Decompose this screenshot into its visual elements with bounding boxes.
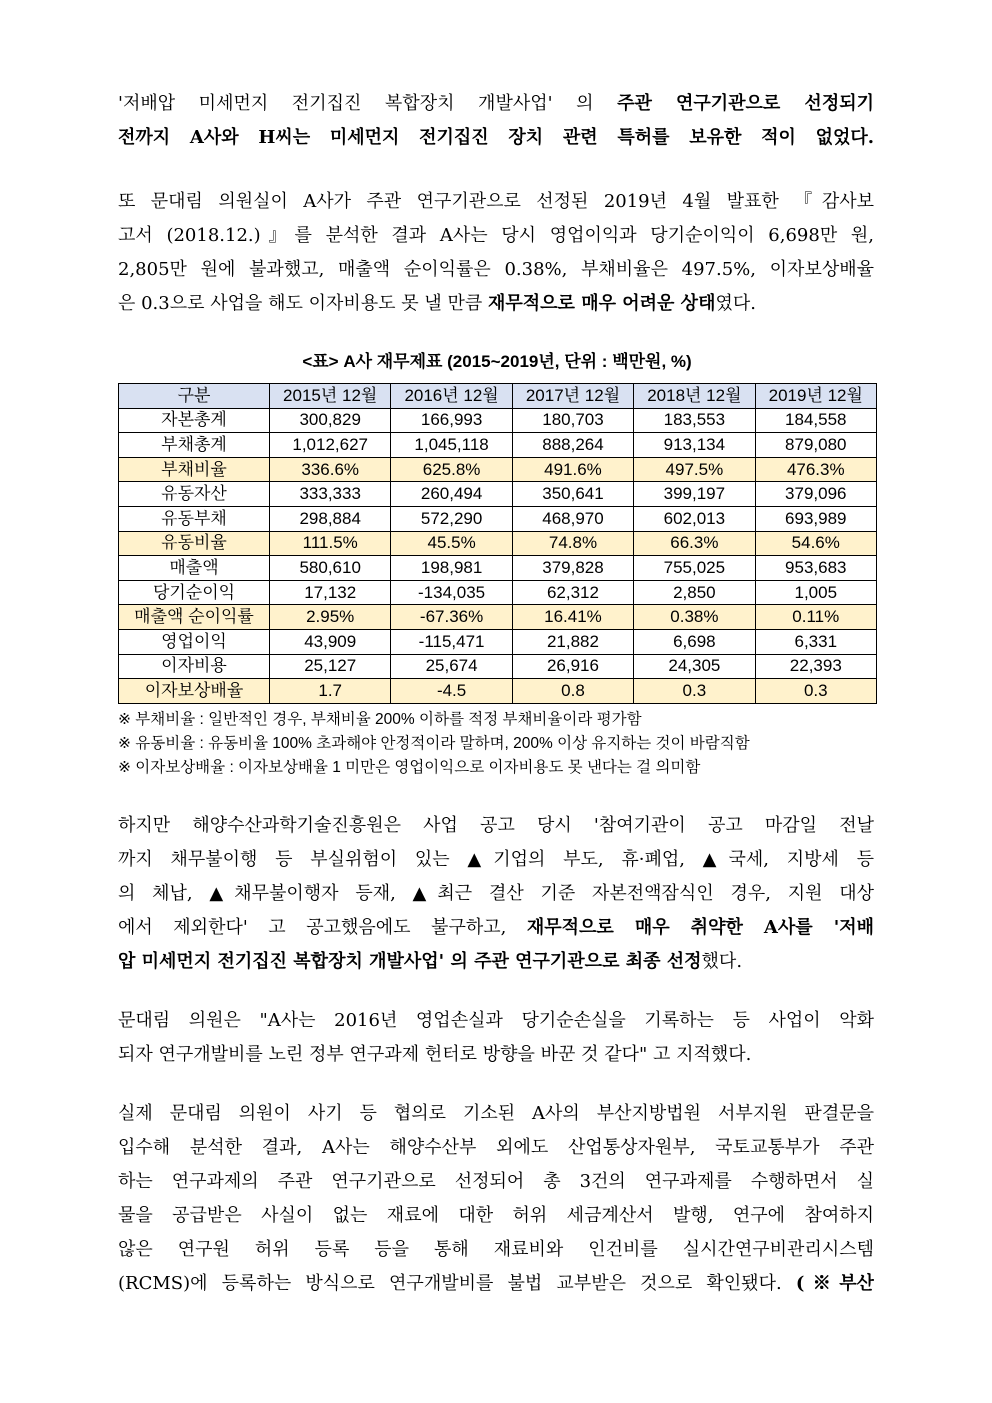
table-cell: 62,312	[512, 580, 633, 605]
text-line	[118, 287, 874, 321]
text-line	[118, 87, 874, 121]
table-cell: 1.7	[270, 679, 391, 704]
row-label: 부채총계	[119, 433, 270, 458]
text: 문대림 의원은 "A사는 2016년 영업손실과 당기순손실을 기록하는 등 사업이 악화	[118, 1010, 874, 1031]
row-label: 유동부채	[119, 506, 270, 531]
table-cell: 379,828	[512, 556, 633, 581]
bold-text: 주관 연구기관으로 선정되기	[617, 93, 874, 114]
bold-text: (※부산	[795, 1273, 874, 1294]
table-cell: 0.3	[634, 679, 755, 704]
table-cell: 350,641	[512, 482, 633, 507]
text: 의 체납, ▲채무불이행자 등재, ▲최근 결산 기준 자본전액잠식인 경우, 지원 대상	[118, 883, 874, 904]
text: '저배압 미세먼지 전기집진 복합장치 개발사업' 의	[118, 93, 618, 114]
row-label: 유동비율	[119, 531, 270, 556]
table-caption: <표> A사 재무제표 (2015~2019년, 단위 : 백만원, %)	[302, 352, 692, 371]
text-line	[118, 1097, 874, 1131]
table-row	[119, 654, 877, 679]
text-line	[118, 1038, 874, 1072]
text-line	[118, 219, 874, 253]
table-cell: -115,471	[391, 629, 512, 654]
text: 까지 채무불이행 등 부실위험이 있는 ▲기업의 부도, 휴·폐업, ▲국세, 지방세 등	[118, 849, 874, 870]
paragraph-announcement	[118, 809, 874, 979]
table-cell: 26,916	[512, 654, 633, 679]
note-interest-coverage: ※ 이자보상배율 : 이자보상배율 1 미만은 영업이익으로 이자비용도 못 낸다는 걸 의미함	[118, 759, 701, 776]
table-cell: 24,305	[634, 654, 755, 679]
table-cell: 25,127	[270, 654, 391, 679]
table-notes	[118, 708, 750, 780]
table-cell: -4.5	[391, 679, 512, 704]
table-row	[119, 531, 877, 556]
table-cell: 491.6%	[512, 457, 633, 482]
table-cell: 625.8%	[391, 457, 512, 482]
table-cell: -134,035	[391, 580, 512, 605]
table-cell: 580,610	[270, 556, 391, 581]
column-header: 구분	[119, 384, 270, 409]
table-cell: 74.8%	[512, 531, 633, 556]
table-row	[119, 556, 877, 581]
column-header: 2016년 12월	[391, 384, 512, 409]
table-cell: 43,909	[270, 629, 391, 654]
text-line	[118, 1233, 874, 1267]
text-line	[118, 911, 874, 945]
financial-table	[118, 383, 877, 704]
table-cell: 399,197	[634, 482, 755, 507]
table-row	[119, 408, 877, 433]
text-line	[118, 1131, 874, 1165]
table-cell: 0.38%	[634, 605, 755, 630]
table-cell: 0.8	[512, 679, 633, 704]
text: 않은 연구원 허위 등록 등을 통해 재료비와 인건비를 실시간연구비관리시스템	[118, 1239, 874, 1260]
table-cell: 602,013	[634, 506, 755, 531]
text: 였다.	[715, 293, 756, 314]
table-row	[119, 679, 877, 704]
table-cell: 166,993	[391, 408, 512, 433]
bold-text: 재무적으로 매우 어려운 상태	[488, 293, 716, 314]
table-cell: 2.95%	[270, 605, 391, 630]
text-line	[118, 1267, 874, 1301]
table-cell: 183,553	[634, 408, 755, 433]
text-line	[118, 253, 874, 287]
text-line	[118, 185, 874, 219]
table-cell: 16.41%	[512, 605, 633, 630]
column-header: 2015년 12월	[270, 384, 391, 409]
column-header: 2017년 12월	[512, 384, 633, 409]
text-line	[118, 1165, 874, 1199]
table-cell: -67.36%	[391, 605, 512, 630]
bold-text: 전까지 A사와 H씨는 미세먼지 전기집진 장치 관련 특허를 보유한 적이 없었다.	[118, 127, 874, 148]
table-cell: 336.6%	[270, 457, 391, 482]
table-cell: 22,393	[755, 654, 876, 679]
table-cell: 260,494	[391, 482, 512, 507]
table-cell: 6,331	[755, 629, 876, 654]
text-line	[118, 877, 874, 911]
table-cell: 2,850	[634, 580, 755, 605]
table-cell: 66.3%	[634, 531, 755, 556]
column-header: 2018년 12월	[634, 384, 755, 409]
table-cell: 180,703	[512, 408, 633, 433]
paragraph-verdict	[118, 1097, 874, 1301]
text-line	[118, 1004, 874, 1038]
table-row	[119, 457, 877, 482]
text: 고서 (2018.12.)』를 분석한 결과 A사는 당시 영업이익과 당기순이익이 6,698만 원,	[118, 225, 874, 246]
row-label: 매출액	[119, 556, 270, 581]
table-cell: 198,981	[391, 556, 512, 581]
table-cell: 21,882	[512, 629, 633, 654]
table-cell: 111.5%	[270, 531, 391, 556]
table-header-row	[119, 384, 877, 409]
row-label: 영업이익	[119, 629, 270, 654]
text: 하는 연구과제의 주관 연구기관으로 선정되어 총 3건의 연구과제를 수행하면서 실	[118, 1171, 874, 1192]
table-cell: 333,333	[270, 482, 391, 507]
table-cell: 17,132	[270, 580, 391, 605]
text-line	[118, 1199, 874, 1233]
paragraph-audit	[118, 185, 874, 321]
table-cell: 54.6%	[755, 531, 876, 556]
table-cell: 693,989	[755, 506, 876, 531]
table-row	[119, 433, 877, 458]
table-cell: 755,025	[634, 556, 755, 581]
row-label: 부채비율	[119, 457, 270, 482]
table-cell: 300,829	[270, 408, 391, 433]
table-row	[119, 506, 877, 531]
table-cell: 572,290	[391, 506, 512, 531]
table-cell: 298,884	[270, 506, 391, 531]
table-cell: 25,674	[391, 654, 512, 679]
text: 2,805만 원에 불과했고, 매출액 순이익률은 0.38%, 부채비율은 497.5%, 이자보상배율	[118, 259, 874, 280]
text: 에서 제외한다' 고 공고했음에도 불구하고,	[118, 917, 527, 938]
row-label: 매출액 순이익률	[119, 605, 270, 630]
note-debt-ratio: ※ 부채비율 : 일반적인 경우, 부채비율 200% 이하를 적정 부채비율이라 평가함	[118, 711, 642, 728]
row-label: 유동자산	[119, 482, 270, 507]
text: 입수해 분석한 결과, A사는 해양수산부 외에도 산업통상자원부, 국토교통부가 주관	[118, 1137, 874, 1158]
column-header: 2019년 12월	[755, 384, 876, 409]
text: 했다.	[701, 951, 743, 972]
text: (RCMS)에 등록하는 방식으로 연구개발비를 불법 교부받은 것으로 확인됐다.	[118, 1273, 796, 1294]
table-row	[119, 580, 877, 605]
table-cell: 497.5%	[634, 457, 755, 482]
text-line	[118, 809, 874, 843]
table-row	[119, 605, 877, 630]
text: 또 문대림 의원실이 A사가 주관 연구기관으로 선정된 2019년 4월 발표한 『감사보	[118, 191, 874, 212]
table-cell: 379,096	[755, 482, 876, 507]
text-line	[118, 843, 874, 877]
row-label: 이자보상배율	[119, 679, 270, 704]
text: 물을 공급받은 사실이 없는 재료에 대한 허위 세금계산서 발행, 연구에 참여하지	[118, 1205, 874, 1226]
table-cell: 1,045,118	[391, 433, 512, 458]
text: 실제 문대림 의원이 사기 등 협의로 기소된 A사의 부산지방법원 서부지원 판결문을	[118, 1103, 874, 1124]
table-cell: 879,080	[755, 433, 876, 458]
text-line	[118, 121, 874, 155]
text: 되자 연구개발비를 노린 정부 연구과제 헌터로 방향을 바꾼 것 같다" 고 지적했다.	[118, 1044, 752, 1065]
table-cell: 476.3%	[755, 457, 876, 482]
row-label: 이자비용	[119, 654, 270, 679]
table-cell: 1,005	[755, 580, 876, 605]
table-cell: 953,683	[755, 556, 876, 581]
text: 하지만 해양수산과학기술진흥원은 사업 공고 당시 '참여기관이 공고 마감일 전날	[118, 815, 874, 836]
bold-text: 압 미세먼지 전기집진 복합장치 개발사업' 의 주관 연구기관으로 최종 선정	[118, 951, 702, 972]
table-row	[119, 629, 877, 654]
paragraph-intro	[118, 87, 874, 155]
table-cell: 888,264	[512, 433, 633, 458]
table-row	[119, 482, 877, 507]
table-cell: 1,012,627	[270, 433, 391, 458]
table-cell: 468,970	[512, 506, 633, 531]
row-label: 당기순이익	[119, 580, 270, 605]
table-cell: 45.5%	[391, 531, 512, 556]
text-line	[118, 945, 874, 979]
table-cell: 184,558	[755, 408, 876, 433]
row-label: 자본총계	[119, 408, 270, 433]
table-cell: 6,698	[634, 629, 755, 654]
paragraph-quote	[118, 1004, 874, 1072]
table-cell: 913,134	[634, 433, 755, 458]
table-cell: 0.11%	[755, 605, 876, 630]
bold-text: 재무적으로 매우 취약한 A사를 '저배	[526, 917, 874, 938]
text: 은 0.3으로 사업을 해도 이자비용도 못 낼 만큼	[118, 293, 488, 314]
note-current-ratio: ※ 유동비율 : 유동비율 100% 초과해야 안정적이라 말하며, 200% 이상 유지하는 것이 바람직함	[118, 735, 750, 752]
table-cell: 0.3	[755, 679, 876, 704]
